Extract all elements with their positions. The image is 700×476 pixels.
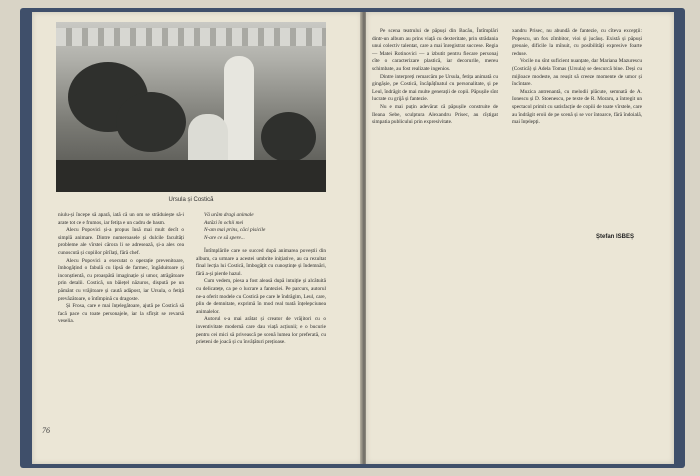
photo-ground [56,160,326,192]
paragraph: Nu e mai puțin adevărat că păpușile construite de Ileana Sebe, sculptura Alexandru Prisec, au cîștigat simpatia publicului prin expresivitate. [372,103,498,126]
paragraph: Și Frosa, care e mai înțelegătoare, ajută pe Costică să facă pace cu toate personajele, iar la sfîrșit se revarsă veselia. [58,303,184,325]
paragraph: Alecu Popovici și-a propus însă mai mult decît o simplă animare. Dintre numeroasele și dulcile facultăți probleme ale vîrstei cărora li se adresează, și-a ales cea cunoscută și copiilor pîrîlați, fără chef. [58,227,184,256]
right-column-2 [512,28,642,127]
stage-photo [56,22,326,192]
paragraph: Autorul s-a mai arătat și creator de vrăjitori cu o inventivitate modernă care dau viață acțiunii; e o bucurie pentru cei mici să privească pe scenă lumea lor preferată, cu prieteni de joacă și cu învățături prețioase. [196,316,326,346]
page-number: 76 [42,426,50,435]
photo-caption: Ursula și Costică [168,197,214,203]
photo-foliage [261,112,316,162]
paragraph: Cum vedem, piesa a fost aleasă după intuiție și alcătuită cu delicatețe, ca pe o lucrare a fanteziei. Pe parcurs, autorul ne-a oferit modele cu Costică pe care le îndrăgim, Leul, care, plin de demnitate, exprimă în mod real toată înțelepciunea animalelor. [196,278,326,315]
paragraph: xandru Prisec, nu abundă de fantezie, cu cîteva excepții: Popescu, un fox zîmbitor, vioi și jucăuș. Există și păpuși greoaie, dificile la mînuit, cu posibilități expresive foarte reduse. [512,28,642,57]
poem-line: N-are ce să spere... [204,234,245,241]
photo-foliage [116,92,186,152]
poem-line: Astăzi în ochii mei [204,219,244,226]
poem-line: Vă urăm dragi animale [204,212,254,218]
paragraph: Dintre interpreți remarcăm pe Ursula, fetița animată cu gingășie, pe Costică, încăpățînatul cu personalitate, și pe Leul, îndrăgit de mai multe generații de copii. Păpușile sînt lucrate cu grijă și fantezie. [372,73,498,103]
photo-banner [56,28,326,46]
paragraph: Pe scena teatrului de păpuși din Bacău, Întîmplări dintr-un album au prins viață cu dexteritate, prin strădania unui colectiv talentat, care a mai înregistrat succese. Regia — Matei Rotinovici — a izbutit pentru fiecare personaj cîte o caracterizare plastică, iar decorurile, mereu schimbate, au fost realizate ingenios. [372,28,498,72]
poem-line: N-am mai prins, căci pisicile [204,227,266,234]
giraffe-puppet [224,56,254,166]
right-column-1 [372,28,498,127]
paragraph: Întîmplările care se succed după animarea poveștii din album, ca urmare a acestei umbrite inițiative, au ca rezultat final lecția lui Costică, îmbogățit cu cunoștințe și îndemnări, fără a-și pierde hazul. [196,248,326,277]
paragraph: Vocile nu sînt suficient nuanțate, dar Mariana Mazurescu (Costică) și Adela Tomas (Ursula) se descurcă bine. Deși cu mijloace modeste, au reușit să creeze momente de umor și încîntare. [512,58,642,88]
author-signature: Ștefan ISBEȘ [596,234,635,240]
left-column-2 [196,248,326,347]
left-column-1 [58,212,184,326]
poem-quote [204,212,324,242]
paragraph: niulu-și începe să apară, iată că un om se străduiește să-i arate tot ce e frumos, iar fetița e un cadru de basm. [58,212,184,226]
paragraph: Alecu Popovici a executat o operație prevenitoare, îmbogățind o fabulă cu lipsă de farmec, îngăduitoare și inconștientă, cu proaspătă imaginație și umor, atrăgătoare prin detalii. Costică, un băiețel năzuros, dispută pe un pământ cu vrăjitoare și caută adăpost, iar Ursula, o fetiță prevăzătoare, o întîmpină cu dragoste. [58,257,184,302]
paragraph: Muzica antrenantă, cu melodii plăcute, semnată de A. Ionescu și D. Stoenescu, pe texte de R. Moraru, a întregit un spectacol primit cu satisfacție de copiii de toate vîrstele, care au îndrăgit eroii de pe scenă și se vor întoarce, fără îndoială, mai înțelepți. [512,88,642,126]
